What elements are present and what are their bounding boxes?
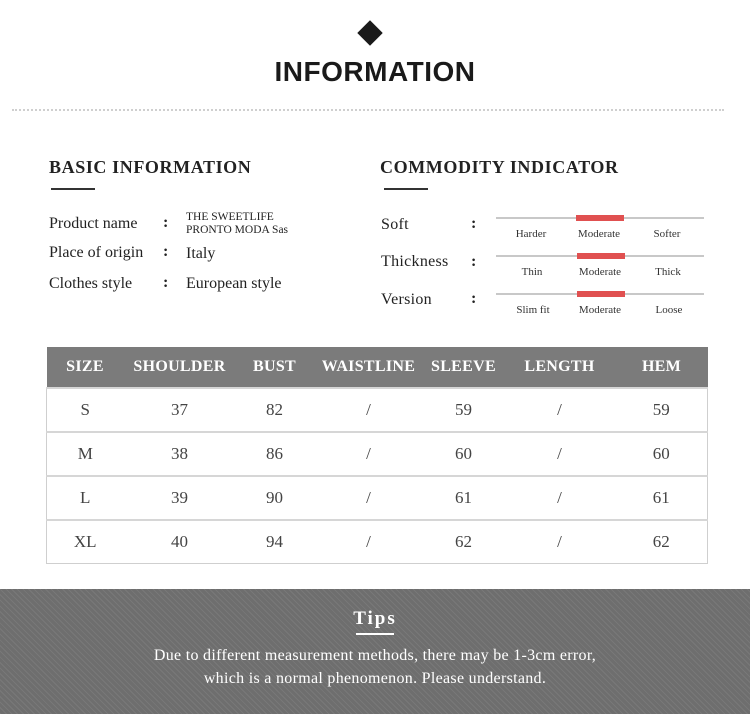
cell-hem: 59 — [616, 388, 708, 432]
origin-value: Italy — [186, 245, 216, 262]
diamond-icon — [357, 20, 382, 45]
cell-size: XL — [47, 520, 124, 564]
cell-size: S — [47, 388, 124, 432]
dotted-divider — [12, 109, 724, 111]
commodity-indicator-title: COMMODITY INDICATOR — [380, 157, 619, 177]
cell-length: / — [504, 388, 616, 432]
version-option-slim-fit: Slim fit — [516, 304, 550, 316]
page-title: INFORMATION — [274, 56, 476, 87]
cell-size: L — [47, 476, 124, 520]
basic-info-title: BASIC INFORMATION — [49, 157, 252, 177]
basic-info-underline — [51, 188, 95, 190]
soft-option-moderate: Moderate — [577, 228, 621, 240]
cell-length: / — [504, 476, 616, 520]
cell-shoulder: 37 — [124, 388, 236, 432]
version-option-moderate: Moderate — [578, 304, 622, 316]
origin-label: Place of origin — [49, 244, 144, 261]
table-row — [47, 388, 708, 432]
version-scale-marker — [577, 291, 625, 297]
cell-sleeve: 59 — [424, 388, 504, 432]
table-row — [47, 520, 708, 564]
table-row — [47, 476, 708, 520]
header-sleeve: SLEEVE — [424, 347, 504, 388]
tips-text-line1: Due to different measurement methods, there may be 1-3cm error, — [153, 647, 597, 664]
clothes-style-value: European style — [186, 275, 282, 292]
cell-sleeve: 60 — [424, 432, 504, 476]
version-option-loose: Loose — [655, 304, 683, 316]
clothes-style-label: Clothes style — [49, 275, 133, 292]
cell-bust: 90 — [236, 476, 314, 520]
table-row — [47, 432, 708, 476]
clothes-style-colon: : — [163, 274, 169, 291]
cell-waistline: / — [314, 520, 424, 564]
cell-length: / — [504, 432, 616, 476]
cell-bust: 86 — [236, 432, 314, 476]
header-size: SIZE — [47, 347, 124, 388]
thickness-colon: : — [471, 253, 477, 270]
cell-waistline: / — [314, 476, 424, 520]
tips-underline — [356, 633, 394, 635]
product-name-label: Product name — [49, 215, 138, 232]
soft-colon: : — [471, 215, 477, 232]
header-shoulder: SHOULDER — [124, 347, 236, 388]
cell-shoulder: 40 — [124, 520, 236, 564]
thickness-label: Thickness — [381, 253, 449, 270]
product-name-value-line1: THE SWEETLIFE — [186, 211, 274, 223]
size-table-header — [47, 347, 708, 388]
cell-sleeve: 61 — [424, 476, 504, 520]
soft-label: Soft — [381, 216, 409, 233]
size-table — [46, 347, 708, 564]
cell-bust: 82 — [236, 388, 314, 432]
thickness-option-thick: Thick — [655, 266, 681, 278]
thickness-option-thin: Thin — [521, 266, 543, 278]
tips-title: Tips — [353, 608, 397, 629]
soft-option-harder: Harder — [515, 228, 547, 240]
soft-scale-marker — [576, 215, 624, 221]
product-name-value — [186, 211, 288, 237]
header-bust: BUST — [236, 347, 314, 388]
thickness-option-moderate: Moderate — [578, 266, 622, 278]
cell-hem: 61 — [616, 476, 708, 520]
header-waistline: WAISTLINE — [314, 347, 424, 388]
cell-waistline: / — [314, 388, 424, 432]
product-name-value-line2: PRONTO MODA Sas — [186, 224, 289, 236]
cell-shoulder: 38 — [124, 432, 236, 476]
header-length: LENGTH — [504, 347, 616, 388]
cell-sleeve: 62 — [424, 520, 504, 564]
cell-shoulder: 39 — [124, 476, 236, 520]
header-hem: HEM — [616, 347, 708, 388]
cell-size: M — [47, 432, 124, 476]
product-name-colon: : — [163, 214, 169, 231]
cell-hem: 60 — [616, 432, 708, 476]
cell-hem: 62 — [616, 520, 708, 564]
cell-bust: 94 — [236, 520, 314, 564]
cell-waistline: / — [314, 432, 424, 476]
commodity-indicator-underline — [384, 188, 428, 190]
version-colon: : — [471, 290, 477, 307]
soft-option-softer: Softer — [653, 228, 681, 240]
tips-text-line2: which is a normal phenomenon. Please understand. — [203, 670, 547, 687]
cell-length: / — [504, 520, 616, 564]
version-label: Version — [381, 291, 432, 308]
origin-colon: : — [163, 243, 169, 260]
tips-banner — [0, 589, 750, 714]
thickness-scale-marker — [577, 253, 625, 259]
